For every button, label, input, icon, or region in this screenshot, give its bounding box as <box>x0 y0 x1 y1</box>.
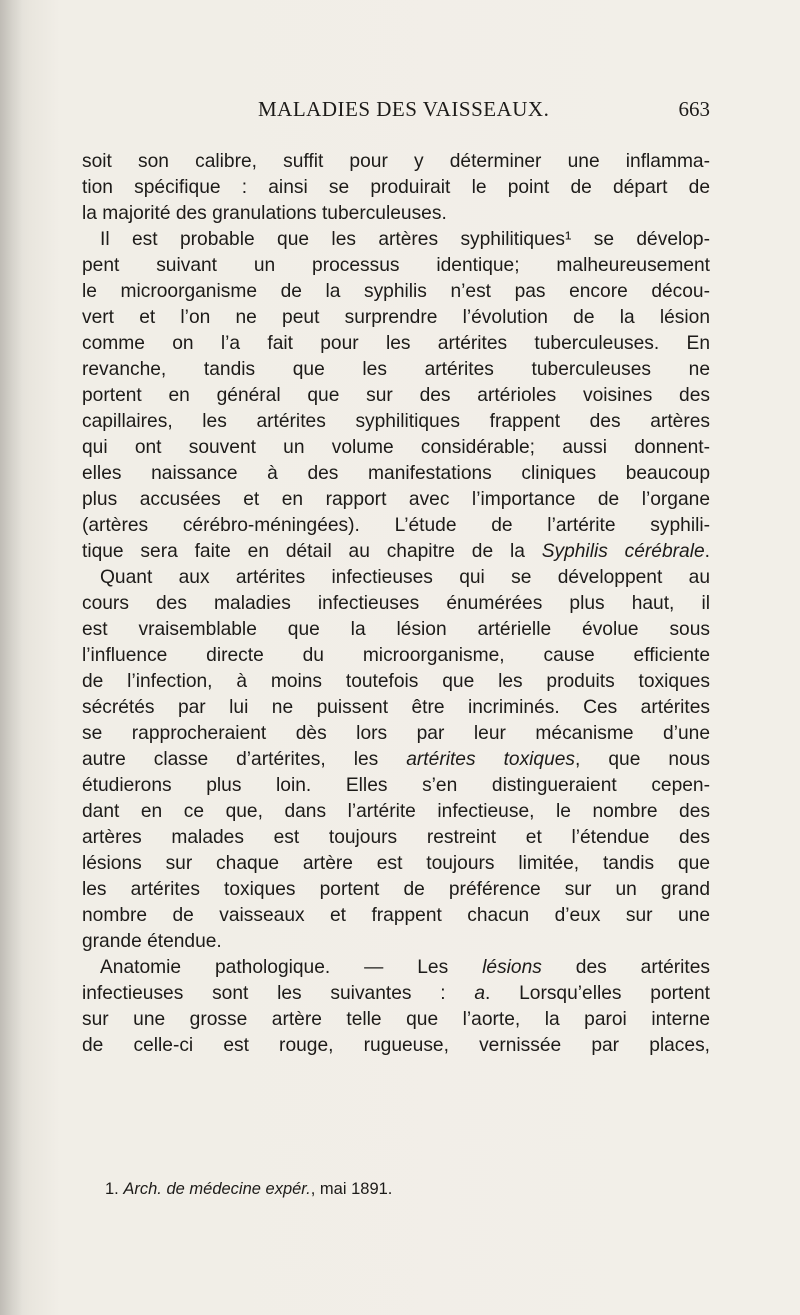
footnote-date: , mai 1891. <box>310 1180 393 1198</box>
text-line: pent suivant un processus identique; malheureusement <box>82 255 710 276</box>
text-line: le microorganisme de la syphilis n’est pas encore décou- <box>82 281 710 302</box>
text-line: sécrétés par lui ne puissent être incriminés. Ces artérites <box>82 697 710 718</box>
running-title: MALADIES DES VAISSEAUX. <box>258 97 550 121</box>
text-line: vert et l’on ne peut surprendre l’évolution de la lésion <box>82 307 710 328</box>
text-run: , que nous <box>575 749 710 770</box>
footnote-source: Arch. de médecine expér. <box>123 1180 311 1198</box>
list-marker-a: a <box>474 983 486 1004</box>
text-line: l’influence directe du microorganisme, cause efficiente <box>82 645 710 666</box>
text-line: qui ont souvent un volume considérable; aussi donnent- <box>82 437 710 458</box>
text-run: infectieuses sont les suivantes : <box>82 983 475 1004</box>
text-line <box>82 981 710 1007</box>
text-run: des artérites <box>541 957 710 978</box>
text-line: revanche, tandis que les artérites tuberculeuses ne <box>82 359 710 380</box>
page-shadow-edge <box>0 0 22 1315</box>
text-line: dant en ce que, dans l’artérite infectieuse, le nombre des <box>82 801 710 822</box>
text-line: artères malades est toujours restreint et l’étendue des <box>82 827 710 848</box>
body-text <box>82 149 710 1059</box>
text-run: . <box>704 541 710 562</box>
text-line: Il est probable que les artères syphilitiques¹ se dévelop- <box>100 229 710 250</box>
text-line: (artères cérébro-méningées). L’étude de l’artérite syphili- <box>82 515 710 536</box>
text-line: se rapprocheraient dès lors par leur mécanisme d’une <box>82 723 710 744</box>
text-line: la majorité des granulations tuberculeuses. <box>82 203 447 224</box>
text-line: capillaires, les artérites syphilitiques frappent des artères <box>82 411 710 432</box>
text-line: Quant aux artérites infectieuses qui se développent au <box>100 567 710 588</box>
text-line: comme on l’a fait pour les artérites tuberculeuses. En <box>82 333 710 354</box>
text-line: grande étendue. <box>82 931 222 952</box>
text-line: portent en général que sur des artérioles voisines des <box>82 385 710 406</box>
text-run: . Lorsqu’elles portent <box>485 983 710 1004</box>
text-line: de celle-ci est rouge, rugueuse, vernissée par places, <box>82 1035 710 1056</box>
footnote-number: 1. <box>105 1180 124 1198</box>
text-line: lésions sur chaque artère est toujours limitée, tandis que <box>82 853 710 874</box>
emphasis-lesions: lésions <box>482 957 542 978</box>
text-line: les artérites toxiques portent de préférence sur un grand <box>82 879 710 900</box>
text-run: Anatomie pathologique. — Les <box>100 957 483 978</box>
text-line: elles naissance à des manifestations cliniques beaucoup <box>82 463 710 484</box>
text-line: soit son calibre, suffit pour y déterminer une inflamma- <box>82 151 710 172</box>
text-line <box>82 747 710 773</box>
text-run: autre classe d’artérites, les <box>82 749 407 770</box>
page-header <box>82 97 710 127</box>
emphasis-syphilis-cerebrale: Syphilis cérébrale <box>541 541 705 562</box>
text-line <box>82 955 710 981</box>
text-line: cours des maladies infectieuses énumérées plus haut, il <box>82 593 710 614</box>
text-line: étudierons plus loin. Elles s’en distingueraient cepen- <box>82 775 710 796</box>
page-number: 663 <box>678 97 710 121</box>
text-line: est vraisemblable que la lésion artérielle évolue sous <box>82 619 710 640</box>
text-line: tion spécifique : ainsi se produirait le point de départ de <box>82 177 710 198</box>
text-line <box>82 539 710 565</box>
footnote <box>105 1180 392 1199</box>
text-line: plus accusées et en rapport avec l’importance de l’organe <box>82 489 710 510</box>
text-line: sur une grosse artère telle que l’aorte, la paroi interne <box>82 1009 710 1030</box>
text-run: tique sera faite en détail au chapitre de la <box>82 541 542 562</box>
text-line: de l’infection, à moins toutefois que les produits toxiques <box>82 671 710 692</box>
text-line: nombre de vaisseaux et frappent chacun d’eux sur une <box>82 905 710 926</box>
emphasis-arterites-toxiques: artérites toxiques <box>406 749 576 770</box>
